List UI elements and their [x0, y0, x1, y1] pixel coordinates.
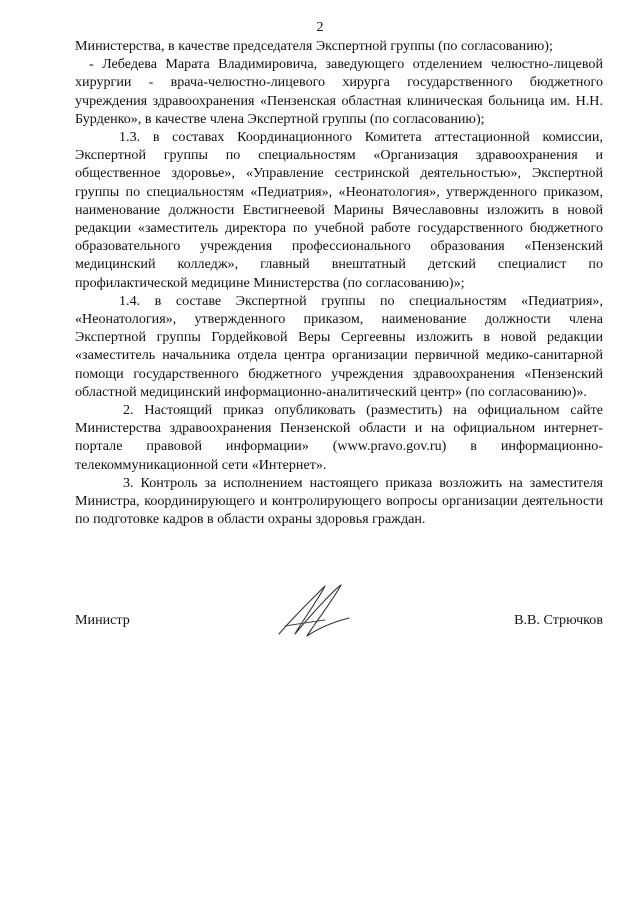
- document-body: [75, 37, 603, 528]
- paragraph-3: 3. Контроль за исполнением настоящего приказа возложить на заместителя Министра, координирующего и контролирующего вопросы организации деятельности по подготовке кадров в области охраны здоровья граждан.: [75, 474, 603, 528]
- signature-name: В.В. Стрючков: [514, 612, 603, 628]
- paragraph-continuation: Министерства, в качестве председателя Экспертной группы (по согласованию);: [75, 38, 553, 54]
- signature-title: Министр: [75, 612, 130, 628]
- paragraph-1-3: 1.3. в составах Координационного Комитета аттестационной комиссии, Экспертной группы по специальностям «Организация здравоохранения и общественное здоровье», «Управление сестринской деятельностью», Экспертной группы по специальностям «Педиатрия», «Неонатология», утвержденного приказом, наименование должности Евстигнеевой Марины Вячеславовны изложить в новой редакции «заместитель директора по учебной работе государственного бюджетного образовательного учреждения профессионального образования «Пензенский медицинский колледж», главный внештатный детский специалист по профилактической медицине Министерства (по согласованию)»;: [75, 129, 603, 291]
- signature-row: [75, 612, 603, 632]
- paragraph-1-4: 1.4. в составе Экспертной группы по специальностям «Педиатрия», «Неонатология», утвержденного приказом, наименование должности члена Экспертной группы Гордейковой Веры Сергеевны изложить в новой редакции «заместитель начальника отдела центра организации первичной медико-санитарной помощи государственного бюджетного учреждения здравоохранения «Пензенский областной медицинский информационно-аналитический центр» (по согласованию)».: [75, 292, 603, 400]
- paragraph-2: 2. Настоящий приказ опубликовать (разместить) на официальном сайте Министерства здравоохранения Пензенской области и на официальном интернет-портале правовой информации» (www.pravo.gov.ru) в информационно-телекоммуникационной сети «Интернет».: [75, 402, 603, 473]
- page-number: 2: [316, 20, 324, 35]
- paragraph-lebedev: - Лебедева Марата Владимировича, заведующего отделением челюстно-лицевой хирургии - врача-челюстно-лицевого хирурга государственного бюджетного учреждения здравоохранения «Пензенская областная клиническая больница им. Н.Н. Бурденко», в качестве члена Экспертной группы (по согласованию);: [75, 56, 603, 127]
